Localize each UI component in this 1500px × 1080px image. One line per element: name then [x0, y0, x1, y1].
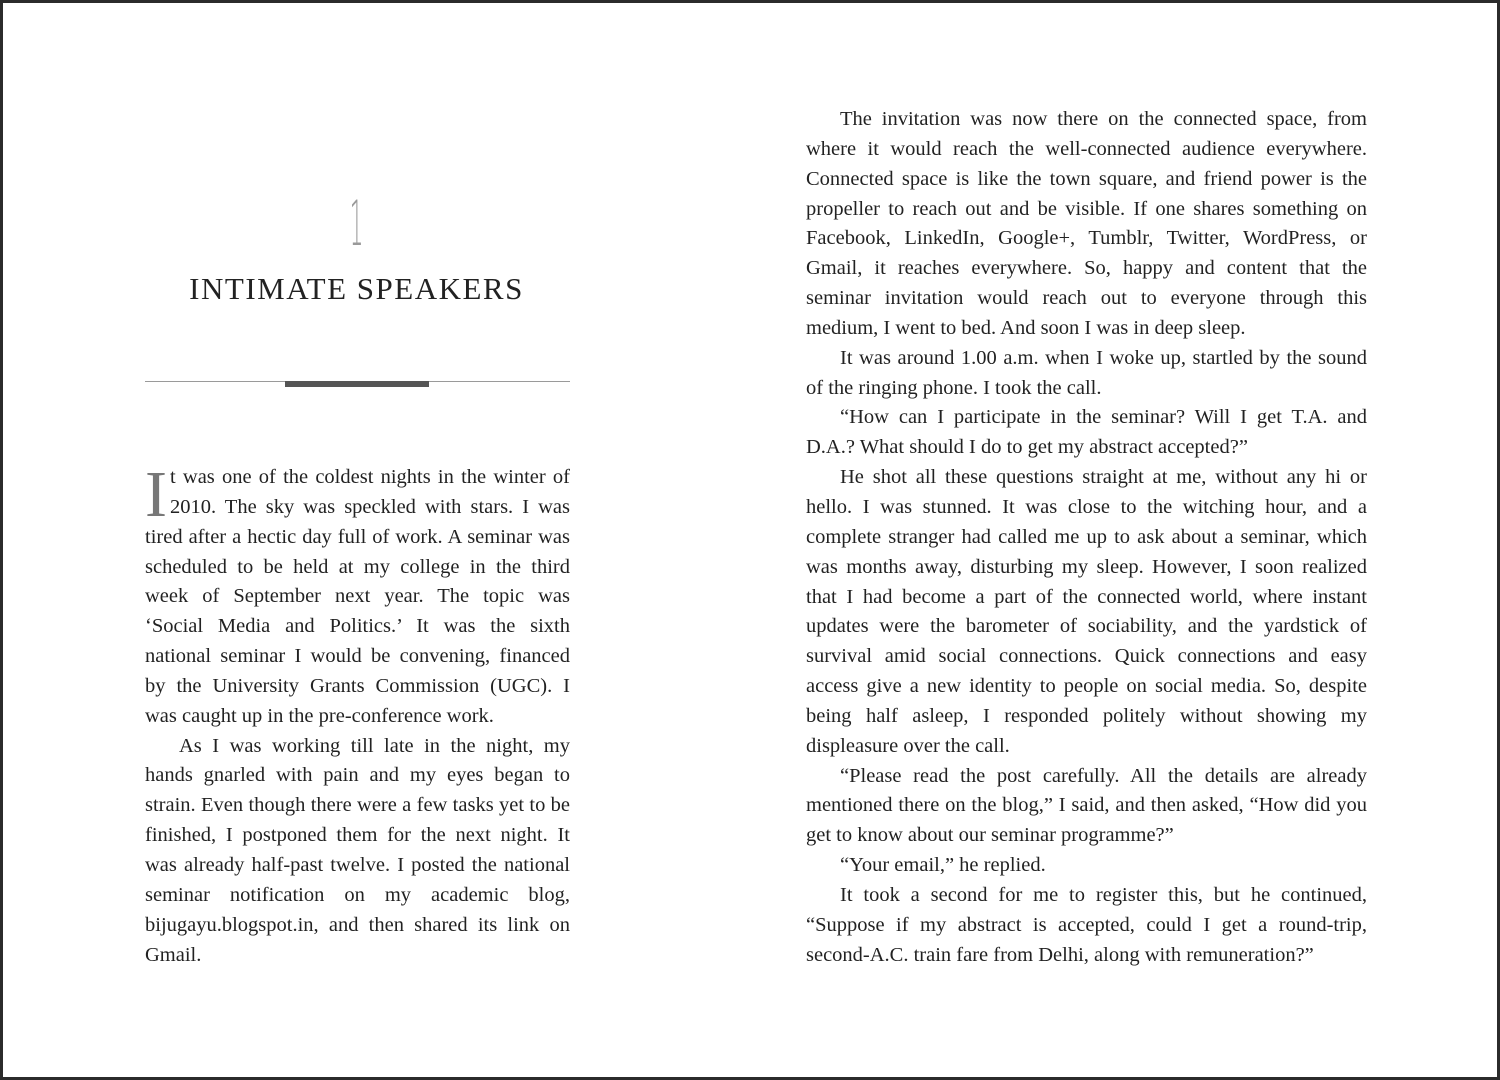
right-body-text: [806, 105, 1367, 970]
chapter-divider-accent: [285, 381, 429, 387]
book-spread: [3, 3, 1497, 1077]
paragraph: It took a second for me to register this, but he continued, “Suppose if my abstract is accepted, could I get a round-trip, second-A.C. train fare from Delhi, along with remuneration?”: [806, 883, 1367, 966]
paragraph: It was around 1.00 a.m. when I woke up, startled by the sound of the ringing phone. I took the call.: [806, 346, 1367, 399]
paragraph: “Please read the post carefully. All the details are already mentioned there on the blog,” I said, and then asked, “How did you get to know about our seminar programme?”: [806, 764, 1367, 847]
first-paragraph-text: t was one of the coldest nights in the winter of 2010. The sky was speckled with stars. I was tired after a hectic day full of work. A seminar was scheduled to be held at my college in the third week of September next year. The topic was ‘Social Media and Politics.’ It was the sixth national seminar I would be convening, financed by the University Grants Commission (UGC). I was caught up in the pre-conference work.: [145, 466, 570, 727]
paragraph: He shot all these questions straight at me, without any hi or hello. I was stunned. It was close to the witching hour, and a complete stranger had called me up to ask about a seminar, which was months away, disturbing my sleep. However, I soon realized that I had become a part of the connected world, where instant updates were the barometer of sociability, and the yardstick of survival amid social connections. Quick connections and easy access give a new identity to people on social media. So, despite being half asleep, I responded politely without showing my displeasure over the call.: [806, 466, 1367, 757]
chapter-number: 1: [349, 187, 364, 260]
left-body-text: [145, 458, 570, 970]
chapter-title: INTIMATE SPEAKERS: [189, 271, 524, 306]
paragraph: [145, 458, 570, 732]
paragraph: “How can I participate in the seminar? Will I get T.A. and D.A.? What should I do to get my abstract accepted?”: [806, 406, 1367, 459]
drop-cap: I: [145, 458, 167, 531]
paragraph: As I was working till late in the night, my hands gnarled with pain and my eyes began to strain. Even though there were a few tasks yet to be finished, I postponed them for the next night. It was already half-past twelve. I posted the national seminar notification on my academic blog, bijugayu.blogspot.in, and then shared its link on Gmail.: [145, 734, 570, 966]
paragraph: The invitation was now there on the connected space, from where it would reach the well-connected audience everywhere. Connected space is like the town square, and friend power is the propeller to reach out and be visible. If one shares something on Facebook, LinkedIn, Google+, Tumblr, Twitter, WordPress, or Gmail, it reaches everywhere. So, happy and content that the seminar invitation would reach out to everyone through this medium, I went to bed. And soon I was in deep sleep.: [806, 108, 1367, 339]
paragraph: “Your email,” he replied.: [840, 854, 1046, 877]
